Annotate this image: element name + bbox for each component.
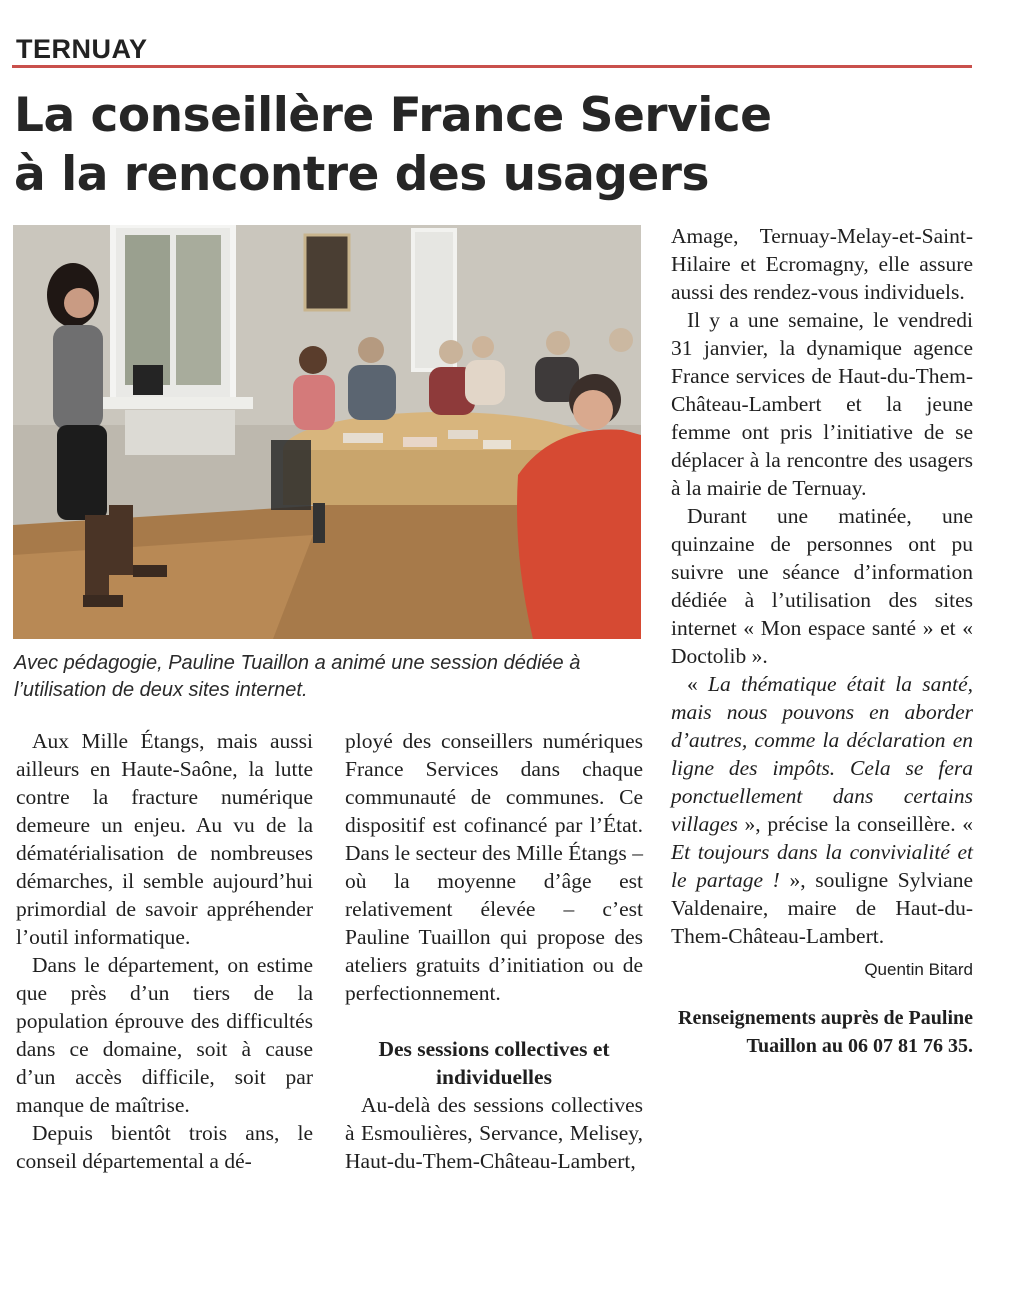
quote-paragraph (671, 670, 973, 950)
section-rule (12, 65, 972, 68)
quote-attribution: », précise la conseillère. « (737, 812, 973, 836)
column-1 (16, 727, 313, 1175)
paragraph: ployé des conseillers numériques France Services dans chaque communauté de communes. Ce dispositif est cofinancé par l’État. Dans le secteur des Mille Étangs – où la moyenne d’âge est relativement élevée – c’est Pauline Tuaillon qui propose des ateliers gratuits d’initiation ou de perfectionnement. (345, 729, 643, 1005)
quote-text: La thématique était la santé, mais nous pouvons en aborder d’autres, comme la déclaration en ligne des impôts. Cela se fera ponctuellement dans certains villages (671, 672, 973, 836)
paragraph: Au-delà des sessions collectives à Esmoulières, Servance, Melisey, Haut-du-Them-Château-Lambert, (345, 1093, 643, 1173)
quote-open: « (687, 672, 709, 696)
photo-caption: Avec pédagogie, Pauline Tuaillon a animé une session dédiée à l’utilisation de deux sites internet. (14, 652, 581, 701)
headline (14, 86, 974, 204)
paragraph: Aux Mille Étangs, mais aussi ailleurs en Haute-Saône, la lutte contre la fracture numérique demeure un enjeu. Au vu de la dématérialisation de nombreuses démarches, il semble aujourd’hui primordial de savoir appréhender l’outil informatique. (16, 729, 313, 949)
quote-attribution-2: », souligne Sylviane Valdenaire, maire de Haut-du-Them-Château-Lambert. (671, 868, 973, 948)
headline-line-2: à la rencontre des usagers (14, 147, 709, 202)
author-byline: Quentin Bitard (864, 960, 973, 979)
paragraph: Amage, Ternuay-Melay-et-Saint-Hilaire et Ecromagny, elle assure aussi des rendez-vous individuels. (671, 224, 973, 304)
paragraph: Dans le département, on estime que près d’un tiers de la population éprouve des difficultés dans ce domaine, soit à cause d’un accès difficile, soit par manque de maîtrise. (16, 953, 313, 1117)
article-photo (13, 225, 641, 639)
subheading: Des sessions collectives et individuelles (378, 1037, 610, 1089)
quote-text-2: Et toujours dans la convivialité et le partage ! (671, 840, 973, 892)
column-3 (671, 222, 973, 1060)
paragraph: Il y a une semaine, le vendredi 31 janvier, la dynamique agence France services de Haut-du-Them-Château-Lambert et la jeune femme ont pris l’initiative de se déplacer à la rencontre des usagers à la mairie de Ternuay. (671, 308, 973, 500)
photo-illustration (13, 225, 641, 639)
paragraph: Durant une matinée, une quinzaine de personnes ont pu suivre une séance d’information dédiée à l’utilisation des sites internet « Mon espace santé » et « Doctolib ». (671, 504, 973, 668)
contact-info: Renseignements auprès de Pauline Tuaillon au 06 07 81 76 35. (678, 1007, 973, 1057)
section-label: TERNUAY (16, 34, 148, 64)
headline-line-1: La conseillère France Service (14, 88, 772, 143)
column-2 (345, 727, 643, 1175)
paragraph: Depuis bientôt trois ans, le conseil départemental a dé- (16, 1121, 313, 1173)
